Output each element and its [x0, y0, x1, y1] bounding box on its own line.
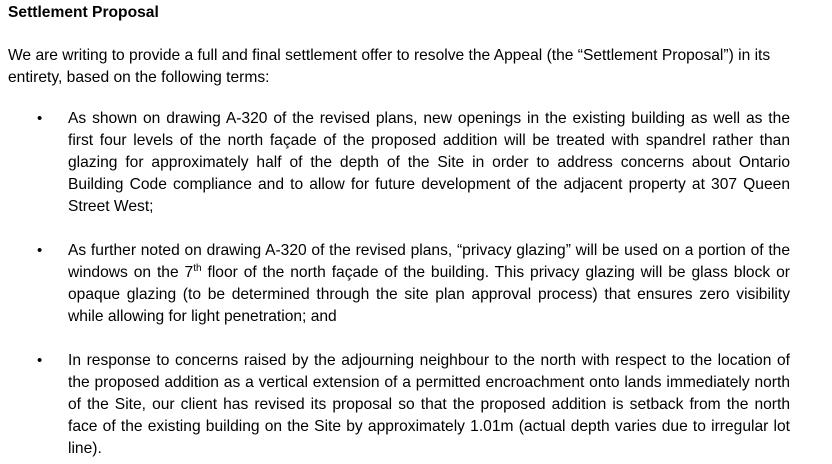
bullet-icon: •: [37, 352, 43, 369]
term-text-2-start: As further noted on drawing A-320 of the revised plans, “privacy glazing” will be used on a portion of the windows on the 7: [68, 242, 790, 281]
term-text-2: [68, 240, 790, 328]
list-item: [8, 108, 790, 218]
ordinal-superscript: th: [193, 263, 202, 274]
list-item: [8, 240, 790, 328]
term-text-3: In response to concerns raised by the adjourning neighbour to the north with respect to the location of the proposed addition as a vertical extension of a permitted encroachment onto lands immediately north of the Site, our client has revised its proposal so that the proposed addition is setback from the north face of the existing building on the Site by approximately 1.01m (actual depth varies due to irregular lot line).: [68, 352, 790, 457]
list-item: [8, 350, 790, 460]
terms-list: [8, 108, 790, 460]
section-heading: Settlement Proposal: [8, 4, 159, 21]
intro-paragraph: We are writing to provide a full and final settlement offer to resolve the Appeal (the “Settlement Proposal”) in its entirety, based on the following terms:: [8, 47, 771, 86]
bullet-icon: •: [37, 242, 43, 259]
term-text-1: As shown on drawing A-320 of the revised plans, new openings in the existing building as well as the first four levels of the north façade of the proposed addition will be treated with spandrel rather than glazing for approximately half of the depth of the Site in order to address concerns about Ontario Building Code compliance and to allow for future development of the adjacent property at 307 Queen Street West;: [68, 110, 790, 215]
document-page: [8, 2, 790, 460]
bullet-icon: •: [37, 110, 43, 127]
term-text-2-end: floor of the north façade of the building. This privacy glazing will be glass block or opaque glazing (to be determined through the site plan approval process) that ensures zero visibility while allowing for light penetration; and: [68, 264, 790, 325]
